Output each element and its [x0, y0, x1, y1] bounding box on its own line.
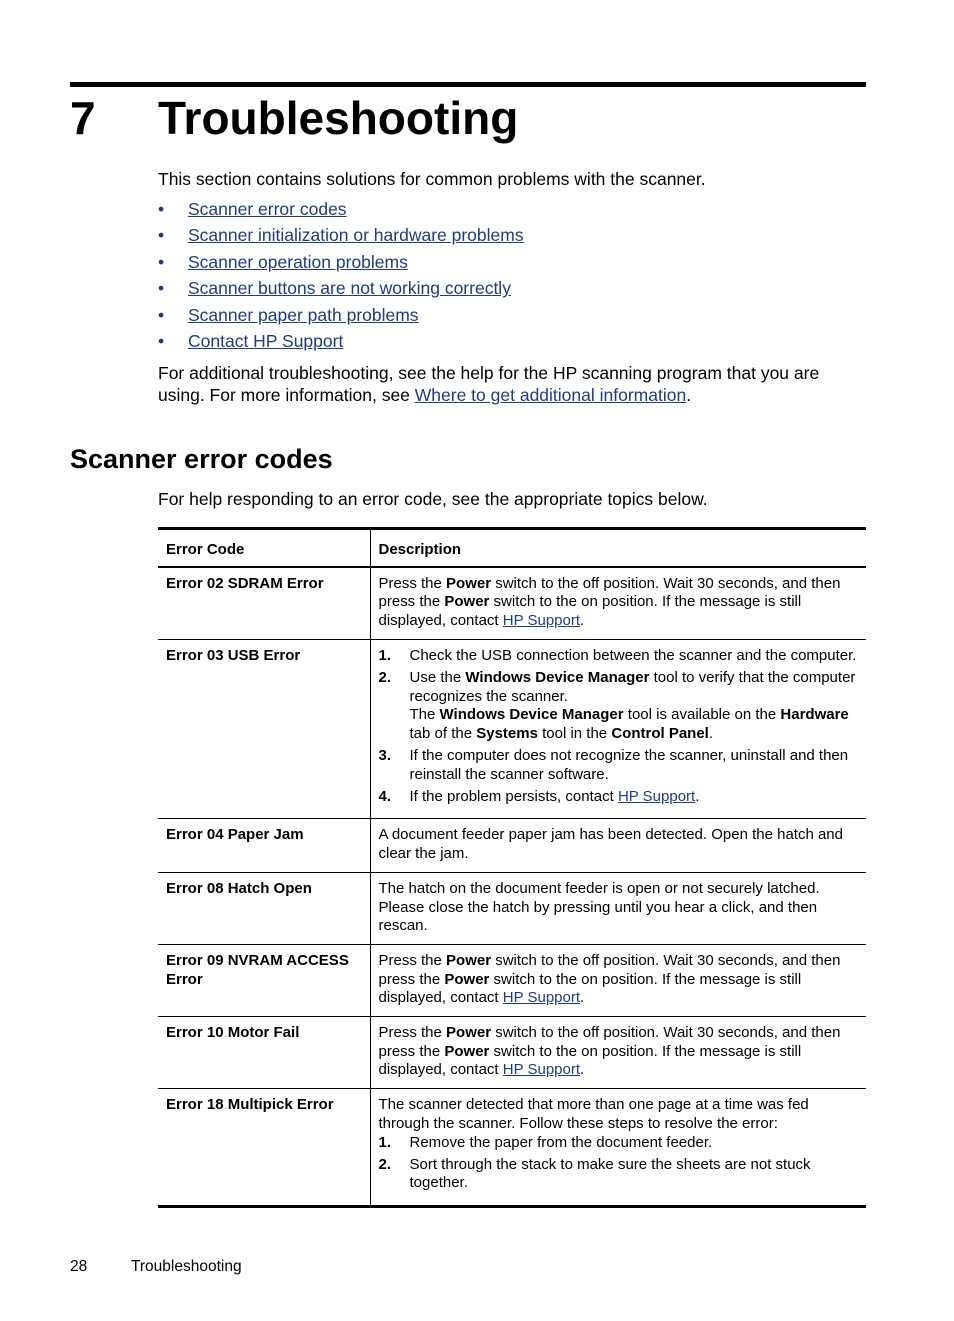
text: switch to the off position. Wait 30 seconds, and then press the: [378, 951, 841, 988]
link-additional-information[interactable]: Where to get additional information: [414, 385, 687, 405]
list-item: [379, 647, 859, 666]
text: Press the: [378, 951, 447, 969]
table-row: [158, 1089, 866, 1207]
list-item: [379, 1156, 859, 1193]
description-cell: [370, 1017, 866, 1089]
term: Windows Device Manager: [439, 706, 624, 724]
description-cell: [370, 567, 866, 640]
step-number: 3.: [378, 747, 392, 765]
link-initialization-problems[interactable]: Scanner initialization or hardware problems: [188, 225, 524, 246]
link-hp-support[interactable]: HP Support: [502, 989, 581, 1007]
step-number: 2.: [378, 1155, 392, 1173]
text: switch to the on position. If the message is still displayed, contact: [378, 593, 802, 630]
bullet-icon: •: [158, 304, 165, 325]
table-row: [158, 819, 866, 872]
link-scanner-error-codes[interactable]: Scanner error codes: [188, 199, 347, 219]
description-cell: A document feeder paper jam has been detected. Open the hatch and clear the jam.: [370, 819, 866, 872]
step-text: tab of the: [409, 725, 477, 743]
error-code-cell: Error 18 Multipick Error: [166, 1096, 334, 1114]
list-item: [379, 788, 859, 807]
step-text: tool is available on the: [623, 706, 781, 724]
step-number: 2.: [378, 669, 392, 687]
link-paper-path-problems[interactable]: Scanner paper path problems: [188, 304, 419, 325]
header-error-code: Error Code: [166, 541, 245, 558]
link-hp-support[interactable]: HP Support: [502, 612, 581, 630]
error-code-table: [158, 527, 866, 1208]
error-code-cell: Error 10 Motor Fail: [166, 1024, 300, 1042]
period: .: [580, 612, 585, 630]
section-intro: For help responding to an error code, see the appropriate topics below.: [158, 489, 708, 509]
power-term: Power: [446, 951, 492, 969]
step-text: Remove the paper from the document feeder.: [409, 1133, 713, 1151]
bullet-icon: •: [158, 330, 165, 351]
additional-info-text: For additional troubleshooting, see the help for the HP scanning program that you are using. For more information, see: [158, 363, 820, 405]
step-text: tool to verify that the computer recognizes the scanner.: [409, 669, 856, 705]
power-term: Power: [444, 970, 490, 988]
description-cell: The hatch on the document feeder is open or not securely latched. Please close the hatch by pressing until you hear a click, and then rescan.: [370, 872, 866, 944]
period: .: [695, 788, 700, 806]
header-description: Description: [370, 529, 866, 567]
text: switch to the on position. If the message is still displayed, contact: [378, 970, 802, 1007]
bullet-icon: •: [158, 199, 165, 219]
power-term: Power: [444, 1042, 490, 1060]
bullet-icon: •: [158, 251, 165, 272]
link-hp-support[interactable]: HP Support: [502, 1061, 581, 1079]
section-title: Scanner error codes: [70, 444, 333, 474]
bullet-icon: •: [158, 225, 165, 246]
steps-list: [379, 647, 859, 807]
power-term: Power: [444, 593, 490, 611]
error-code-cell: Error 08 Hatch Open: [166, 879, 312, 897]
table-header-row: [158, 529, 866, 567]
text: Press the: [378, 574, 447, 592]
text: switch to the on position. If the message is still displayed, contact: [378, 1042, 802, 1079]
footer-page-number: 28: [70, 1258, 88, 1275]
multipick-intro: The scanner detected that more than one page at a time was fed through the scanner. Follow these steps to resolve the error:: [378, 1096, 809, 1132]
error-code-cell: Error 09 NVRAM ACCESS Error: [166, 951, 349, 988]
step-text: If the computer does not recognize the scanner, uninstall and then reinstall the scanner software.: [409, 747, 849, 784]
list-item: [379, 669, 859, 744]
steps-list: [379, 1134, 859, 1194]
period: .: [580, 989, 585, 1007]
text: switch to the off position. Wait 30 seconds, and then press the: [378, 574, 841, 611]
table-row: [158, 872, 866, 944]
power-term: Power: [446, 574, 492, 592]
error-code-cell: Error 03 USB Error: [166, 646, 301, 664]
term: Systems: [476, 725, 538, 743]
description-cell: [370, 1089, 866, 1207]
step-number: 1.: [378, 646, 392, 664]
footer-title: Troubleshooting: [131, 1258, 242, 1275]
error-code-cell: Error 02 SDRAM Error: [166, 574, 324, 592]
term: Windows Device Manager: [465, 669, 650, 687]
link-operation-problems[interactable]: Scanner operation problems: [188, 251, 408, 272]
table-row: [158, 639, 866, 819]
description-cell: [370, 639, 866, 819]
link-hp-support[interactable]: HP Support: [617, 788, 696, 806]
period: .: [708, 725, 714, 743]
period: .: [686, 385, 692, 405]
chapter-intro: This section contains solutions for common problems with the scanner.: [158, 169, 706, 189]
link-buttons-not-working[interactable]: Scanner buttons are not working correctly: [188, 278, 511, 299]
step-text: The: [409, 706, 440, 724]
list-item: [379, 1134, 859, 1153]
table-row: [158, 567, 866, 640]
term: Hardware: [780, 706, 849, 724]
step-text: tool in the: [537, 725, 612, 743]
text: switch to the off position. Wait 30 seconds, and then press the: [378, 1024, 841, 1060]
step-text: Sort through the stack to make sure the sheets are not stuck together.: [409, 1155, 811, 1192]
period: .: [580, 1061, 585, 1079]
description-cell: [370, 944, 866, 1016]
step-text: Check the USB connection between the scanner and the computer.: [409, 646, 857, 664]
step-number: 1.: [378, 1133, 392, 1151]
error-code-cell: Error 04 Paper Jam: [166, 826, 304, 844]
text: Press the: [378, 1024, 447, 1042]
step-text: Use the: [409, 669, 466, 687]
term: Control Panel: [611, 725, 709, 743]
chapter-number: 7: [70, 92, 96, 144]
bullet-icon: •: [158, 278, 165, 299]
chapter-title: Troubleshooting: [158, 92, 519, 144]
table-row: [158, 944, 866, 1016]
link-contact-hp-support[interactable]: Contact HP Support: [188, 330, 344, 351]
step-number: 4.: [378, 788, 392, 806]
step-text: If the problem persists, contact: [409, 788, 618, 806]
table-row: [158, 1017, 866, 1089]
list-item: [379, 747, 859, 784]
chapter-rule: [70, 82, 866, 87]
chapter-heading: [70, 90, 866, 150]
power-term: Power: [446, 1024, 492, 1042]
additional-info-paragraph: [158, 362, 866, 406]
